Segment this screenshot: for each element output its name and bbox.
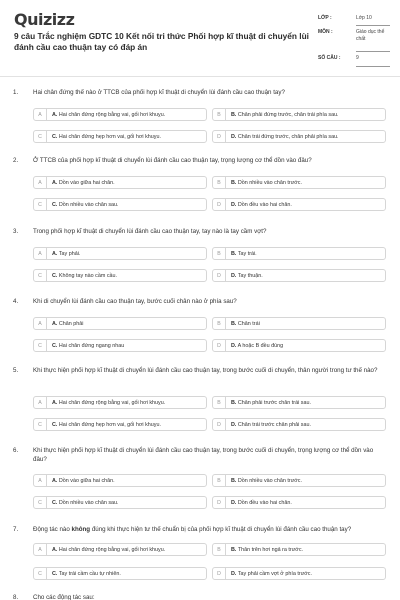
option-text: Dồn nhiều vào chân sau. [58, 202, 119, 208]
option-text: Hai chân đứng ngang nhau [58, 343, 125, 349]
class-label: LỚP : [318, 15, 332, 21]
option-label: D. [231, 202, 237, 208]
option-a[interactable] [33, 108, 207, 121]
option-text: Dồn đều vào hai chân. [237, 202, 292, 208]
option-a[interactable] [33, 543, 207, 556]
option-text: Dồn vào giữa hai chân. [58, 478, 115, 484]
option-d[interactable] [212, 130, 386, 143]
option-label: B. [231, 112, 237, 118]
option-label: A. [52, 251, 58, 257]
class-value: Lớp 10 [356, 15, 372, 21]
option-letter: D [213, 568, 226, 580]
option-d[interactable] [212, 418, 386, 431]
option-c[interactable] [33, 339, 207, 352]
option-label: A. [52, 400, 58, 406]
option-letter: B [213, 318, 226, 330]
option-label: B. [231, 180, 237, 186]
option-letter: A [34, 397, 47, 409]
option-a[interactable] [33, 176, 207, 189]
question-text: Ở TTCB của phối hợp kĩ thuật di chuyển lùi đánh cầu cao thuận tay, trọng lượng cơ thể dồn vào đâu? [33, 157, 312, 164]
meta-subject-row [318, 28, 390, 54]
option-letter: B [213, 397, 226, 409]
option-label: C. [52, 134, 58, 140]
question-text: Hai chân đứng thế nào ở TTCB của phối hợp kĩ thuật di chuyển lùi đánh cầu cao thuận tay? [33, 89, 285, 96]
option-text: Tay trái cầm cầu tự nhiên. [58, 571, 121, 577]
page-header [0, 0, 400, 72]
option-label: C. [52, 500, 58, 506]
question-number: 8. [13, 594, 19, 600]
option-letter: B [213, 544, 226, 556]
option-letter: A [34, 109, 47, 121]
meta-count-row [318, 54, 390, 69]
option-letter: C [34, 568, 47, 580]
subject-value: Giáo dục thể chất [356, 29, 385, 42]
option-label: C. [52, 202, 58, 208]
option-text: Dồn nhiều vào chân trước. [237, 180, 302, 186]
meta-class-row [318, 14, 390, 28]
option-b[interactable] [212, 474, 386, 487]
option-label: A. [52, 180, 58, 186]
option-d[interactable] [212, 496, 386, 509]
option-label: B. [231, 321, 237, 327]
option-a[interactable] [33, 247, 207, 260]
quizizz-logo: Quizizz [14, 10, 75, 29]
option-letter: C [34, 419, 47, 431]
option-letter: D [213, 131, 226, 143]
option-b[interactable] [212, 543, 386, 556]
option-label: C. [52, 343, 58, 349]
option-letter: C [34, 340, 47, 352]
option-c[interactable] [33, 567, 207, 580]
question-number: 7. [13, 526, 19, 533]
question-text: Khi di chuyển lùi đánh cầu cao thuận tay, bước cuối chân nào ở phía sau? [33, 298, 237, 305]
option-letter: B [213, 177, 226, 189]
option-label: D. [231, 571, 237, 577]
option-text: Chân trái [237, 321, 260, 327]
subject-underline [356, 51, 390, 52]
question-text: Động tác nào không đúng khi thực hiện tư thế chuẩn bị của phối hợp kĩ thuật di chuyển lùi đánh cầu cao thuận tay? [33, 526, 352, 533]
option-label: A. [52, 112, 58, 118]
option-letter: D [213, 199, 226, 211]
question-number: 2. [13, 157, 19, 164]
option-letter: B [213, 248, 226, 260]
option-d[interactable] [212, 198, 386, 211]
question-text: Khi thực hiện phối hợp kĩ thuật di chuyển lùi đánh cầu cao thuận tay, trong bước cuối di chuyển, trọng lượng cơ thể dồn vào đâu? [33, 447, 374, 463]
option-letter: A [34, 544, 47, 556]
option-text: Hai chân đứng hẹp hơn vai, gối hơi khuỵu. [58, 422, 161, 428]
option-label: B. [231, 251, 237, 257]
option-text: Tay phải cầm vợt ở phía trước. [237, 571, 312, 577]
option-letter: D [213, 270, 226, 282]
count-underline [356, 66, 390, 67]
option-a[interactable] [33, 317, 207, 330]
option-b[interactable] [212, 396, 386, 409]
option-text: Hai chân đứng rộng bằng vai, gối hơi khuỵu. [58, 400, 166, 406]
option-c[interactable] [33, 496, 207, 509]
option-letter: A [34, 475, 47, 487]
option-text: Chân phải trước chân trái sau. [237, 400, 311, 406]
option-letter: D [213, 497, 226, 509]
subject-label: MÔN : [318, 29, 333, 35]
option-label: B. [231, 547, 237, 553]
option-label: C. [52, 571, 58, 577]
emphasis-not: không [71, 526, 91, 533]
option-label: D. [231, 422, 237, 428]
option-text: Hai chân đứng rộng bằng vai, gối hơi khuỵu. [58, 112, 166, 118]
option-b[interactable] [212, 247, 386, 260]
option-b[interactable] [212, 108, 386, 121]
option-label: C. [52, 422, 58, 428]
option-text: Không tay nào cầm cầu. [58, 273, 118, 279]
count-label: SỐ CÂU : [318, 55, 341, 61]
option-c[interactable] [33, 269, 207, 282]
option-label: D. [231, 273, 237, 279]
option-text: Tay trái. [237, 251, 257, 257]
meta-info-box [318, 14, 390, 69]
class-underline [356, 25, 390, 26]
option-label: A. [52, 321, 58, 327]
option-letter: C [34, 199, 47, 211]
option-letter: D [213, 340, 226, 352]
option-letter: A [34, 318, 47, 330]
question-text: Cho các động tác sau: [33, 594, 95, 600]
option-label: C. [52, 273, 58, 279]
option-letter: A [34, 248, 47, 260]
document-title: 9 câu Trắc nghiệm GDTC 10 Kết nối tri thức Phối hợp kĩ thuật di chuyển lùi đánh cầu cao thuận tay có đáp án [14, 31, 309, 53]
option-text: Chân trái đứng trước, chân phải phía sau. [237, 134, 339, 140]
option-text: Chân phải đứng trước, chân trái phía sau. [237, 112, 339, 118]
question-text: Trong phối hợp kĩ thuật di chuyển lùi đánh cầu cao thuận tay, tay nào là tay cầm vợt? [33, 228, 267, 235]
header-divider [0, 76, 400, 77]
option-c[interactable] [33, 198, 207, 211]
option-d[interactable] [212, 567, 386, 580]
option-letter: C [34, 497, 47, 509]
option-label: B. [231, 478, 237, 484]
option-letter: B [213, 475, 226, 487]
option-c[interactable] [33, 130, 207, 143]
option-letter: C [34, 270, 47, 282]
option-text: Hai chân đứng hẹp hơn vai, gối hơi khuỵu. [58, 134, 161, 140]
option-label: D. [231, 134, 237, 140]
count-value: 9 [356, 55, 359, 61]
question-number: 1. [13, 89, 19, 96]
question-number: 6. [13, 447, 19, 454]
option-text: Dồn nhiều vào chân trước. [237, 478, 302, 484]
option-label: D. [231, 343, 237, 349]
option-text: Dồn nhiều vào chân sau. [58, 500, 119, 506]
question-text: Khi thực hiện phối hợp kĩ thuật di chuyển lùi đánh cầu cao thuận tay, trong bước cuối di chuyển, thân người trong tư thế nào? [33, 367, 378, 374]
option-text: Thân trên hơi ngả ra trước. [237, 547, 304, 553]
option-a[interactable] [33, 396, 207, 409]
option-text: Tay phải. [58, 251, 81, 257]
question-number: 4. [13, 298, 19, 305]
option-b[interactable] [212, 317, 386, 330]
option-label: D. [231, 500, 237, 506]
option-letter: A [34, 177, 47, 189]
option-b[interactable] [212, 176, 386, 189]
option-letter: C [34, 131, 47, 143]
option-text: Chân phải [58, 321, 84, 327]
option-text: Dồn vào giữa hai chân. [58, 180, 115, 186]
option-d[interactable] [212, 269, 386, 282]
option-label: A. [52, 478, 58, 484]
option-text: Hai chân đứng rộng bằng vai, gối hơi khuỵu. [58, 547, 166, 553]
option-c[interactable] [33, 418, 207, 431]
option-letter: B [213, 109, 226, 121]
option-text: A hoặc B đều đúng [237, 343, 284, 349]
option-text: Dồn đều vào hai chân. [237, 500, 292, 506]
option-text: Tay thuận. [237, 273, 263, 279]
option-letter: D [213, 419, 226, 431]
option-a[interactable] [33, 474, 207, 487]
option-label: B. [231, 400, 237, 406]
option-text: Chân trái trước chân phải sau. [237, 422, 311, 428]
question-number: 3. [13, 228, 19, 235]
option-d[interactable] [212, 339, 386, 352]
question-number: 5. [13, 367, 19, 374]
option-label: A. [52, 547, 58, 553]
